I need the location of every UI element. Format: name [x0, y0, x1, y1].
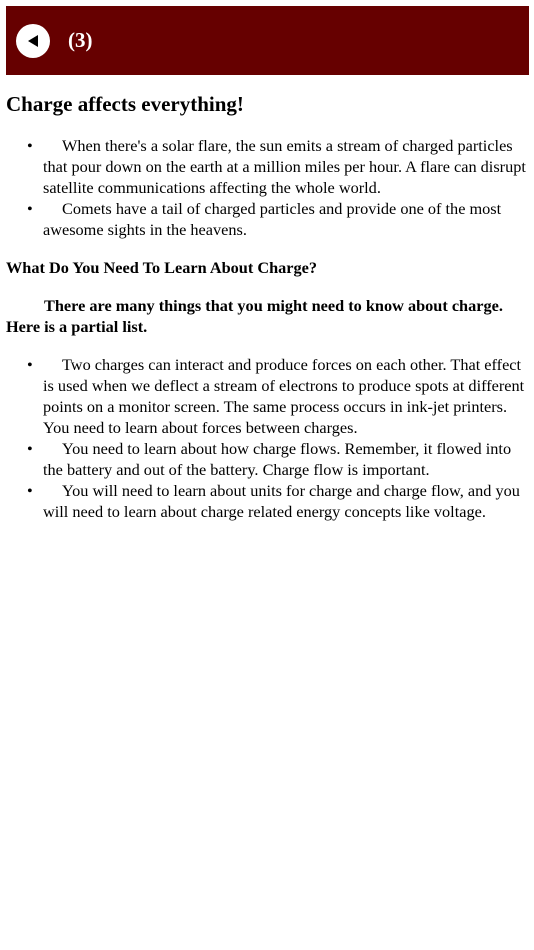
list-item-text: Comets have a tail of charged particles and provide one of the most awesome sights in the heavens.: [43, 199, 502, 239]
header-bar: [6, 6, 529, 75]
list-item-text: Two charges can interact and produce forces on each other. That effect is used when we deflect a stream of electrons to produce spots at different points on a monitor screen. The same process occurs in ink-jet printers. You need to learn about forces between charges.: [43, 355, 525, 437]
charge-examples-list: [6, 135, 528, 240]
page-title: Charge affects everything!: [6, 92, 244, 116]
bullet: •: [27, 199, 33, 218]
list-item: [6, 198, 528, 240]
list-item: [6, 354, 528, 438]
list-item: [6, 438, 528, 480]
back-button[interactable]: [16, 24, 50, 58]
list-item: [6, 135, 528, 198]
list-item-text: When there's a solar flare, the sun emits a stream of charged particles that pour down on the earth at a million miles per hour. A flare can disrupt satellite communications affecting the whole world.: [43, 136, 526, 197]
bullet: •: [27, 481, 33, 500]
list-item-text: You need to learn about how charge flows. Remember, it flowed into the battery and out of the battery. Charge flow is important.: [43, 439, 512, 479]
bullet: •: [27, 136, 33, 155]
bullet: •: [27, 355, 33, 374]
back-arrow-icon: [25, 33, 41, 49]
page-number: (3): [68, 28, 93, 52]
list-item-text: You will need to learn about units for charge and charge flow, and you will need to learn about charge related energy concepts like voltage.: [43, 481, 520, 521]
intro-paragraph: There are many things that you might need to know about charge. Here is a partial list.: [6, 296, 503, 336]
list-item: [6, 480, 528, 522]
learning-topics-list: [6, 354, 528, 522]
main-content: [6, 90, 528, 522]
section-heading: What Do You Need To Learn About Charge?: [6, 258, 318, 277]
bullet: •: [27, 439, 33, 458]
